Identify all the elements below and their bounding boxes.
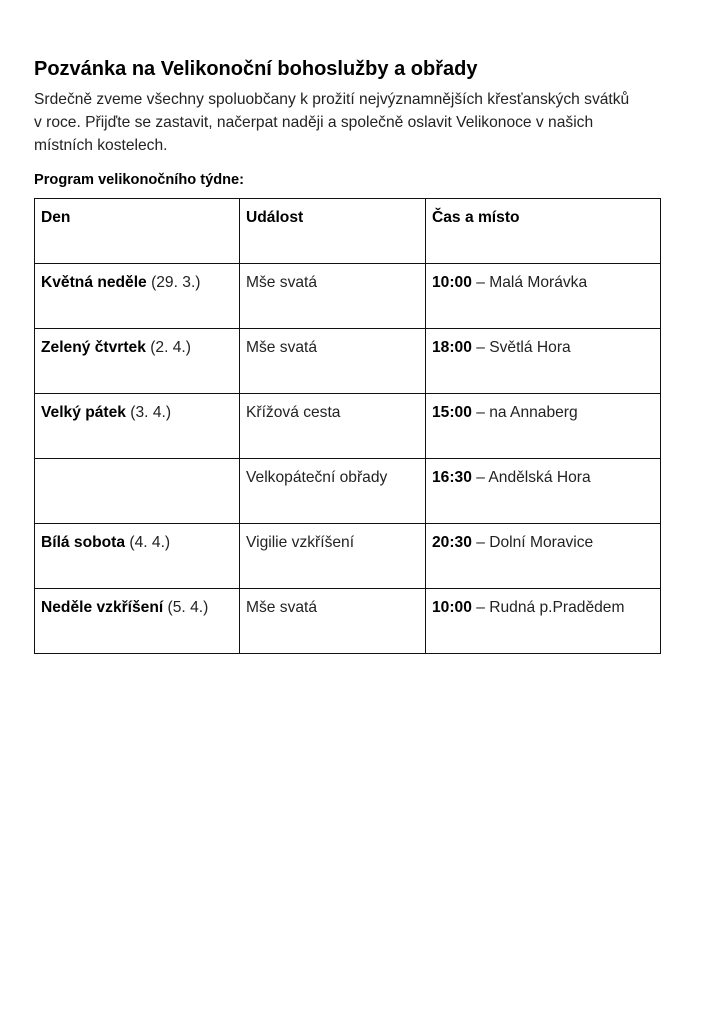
event-time: 20:30 — [432, 534, 472, 551]
event-cell: Velkopáteční obřady — [240, 459, 426, 524]
time-place-cell — [426, 264, 661, 329]
intro-paragraph — [34, 88, 664, 157]
day-date: (3. 4.) — [125, 404, 172, 421]
schedule-table — [34, 198, 661, 654]
event-cell: Mše svatá — [240, 589, 426, 654]
day-name: Zelený čtvrtek — [41, 339, 146, 356]
event-place: – Světlá Hora — [471, 339, 571, 356]
day-date: (5. 4.) — [163, 599, 209, 616]
intro-line: v roce. Přijďte se zastavit, načerpat naději a společně oslavit Velikonoce v našich — [34, 114, 594, 131]
time-place-cell — [426, 394, 661, 459]
day-name: Velký pátek — [41, 404, 126, 421]
day-date: (4. 4.) — [125, 534, 171, 551]
event-place: – Rudná p.Pradědem — [471, 599, 625, 616]
table-header-row — [35, 199, 661, 264]
event-place: – Andělská Hora — [471, 469, 591, 486]
table-row — [35, 459, 661, 524]
time-place-cell — [426, 589, 661, 654]
event-time: 10:00 — [432, 274, 472, 291]
day-name: Květná neděle — [41, 274, 147, 291]
event-cell: Mše svatá — [240, 264, 426, 329]
event-cell: Mše svatá — [240, 329, 426, 394]
event-time: 15:00 — [432, 404, 472, 421]
event-place: – Malá Morávka — [471, 274, 588, 291]
event-time: 16:30 — [432, 469, 472, 486]
day-date: (29. 3.) — [146, 274, 201, 291]
column-header-time-place: Čas a místo — [426, 199, 661, 264]
day-date: (2. 4.) — [145, 339, 191, 356]
day-name: Bílá sobota — [41, 534, 126, 551]
document-title: Pozvánka na Velikonoční bohoslužby a obřady — [34, 58, 478, 80]
event-cell: Vigilie vzkříšení — [240, 524, 426, 589]
event-time: 10:00 — [432, 599, 472, 616]
column-header-day: Den — [35, 199, 240, 264]
time-place-cell — [426, 329, 661, 394]
table-row — [35, 329, 661, 394]
intro-line: Srdečně zveme všechny spoluobčany k prožití nejvýznamnějších křesťanských svátků — [34, 91, 630, 108]
table-row — [35, 524, 661, 589]
day-name: Neděle vzkříšení — [41, 599, 164, 616]
column-header-event: Událost — [240, 199, 426, 264]
intro-line: místních kostelech. — [34, 137, 168, 154]
day-cell — [35, 589, 240, 654]
table-row — [35, 394, 661, 459]
day-cell — [35, 524, 240, 589]
time-place-cell — [426, 524, 661, 589]
program-heading: Program velikonočního týdne: — [34, 172, 245, 188]
table-row — [35, 264, 661, 329]
event-place: – Dolní Moravice — [471, 534, 594, 551]
table-row — [35, 589, 661, 654]
event-place: – na Annaberg — [471, 404, 578, 421]
event-cell: Křížová cesta — [240, 394, 426, 459]
time-place-cell — [426, 459, 661, 524]
event-time: 18:00 — [432, 339, 472, 356]
day-cell — [35, 264, 240, 329]
document-page — [34, 56, 664, 654]
day-cell — [35, 329, 240, 394]
day-cell — [35, 459, 240, 524]
day-cell — [35, 394, 240, 459]
